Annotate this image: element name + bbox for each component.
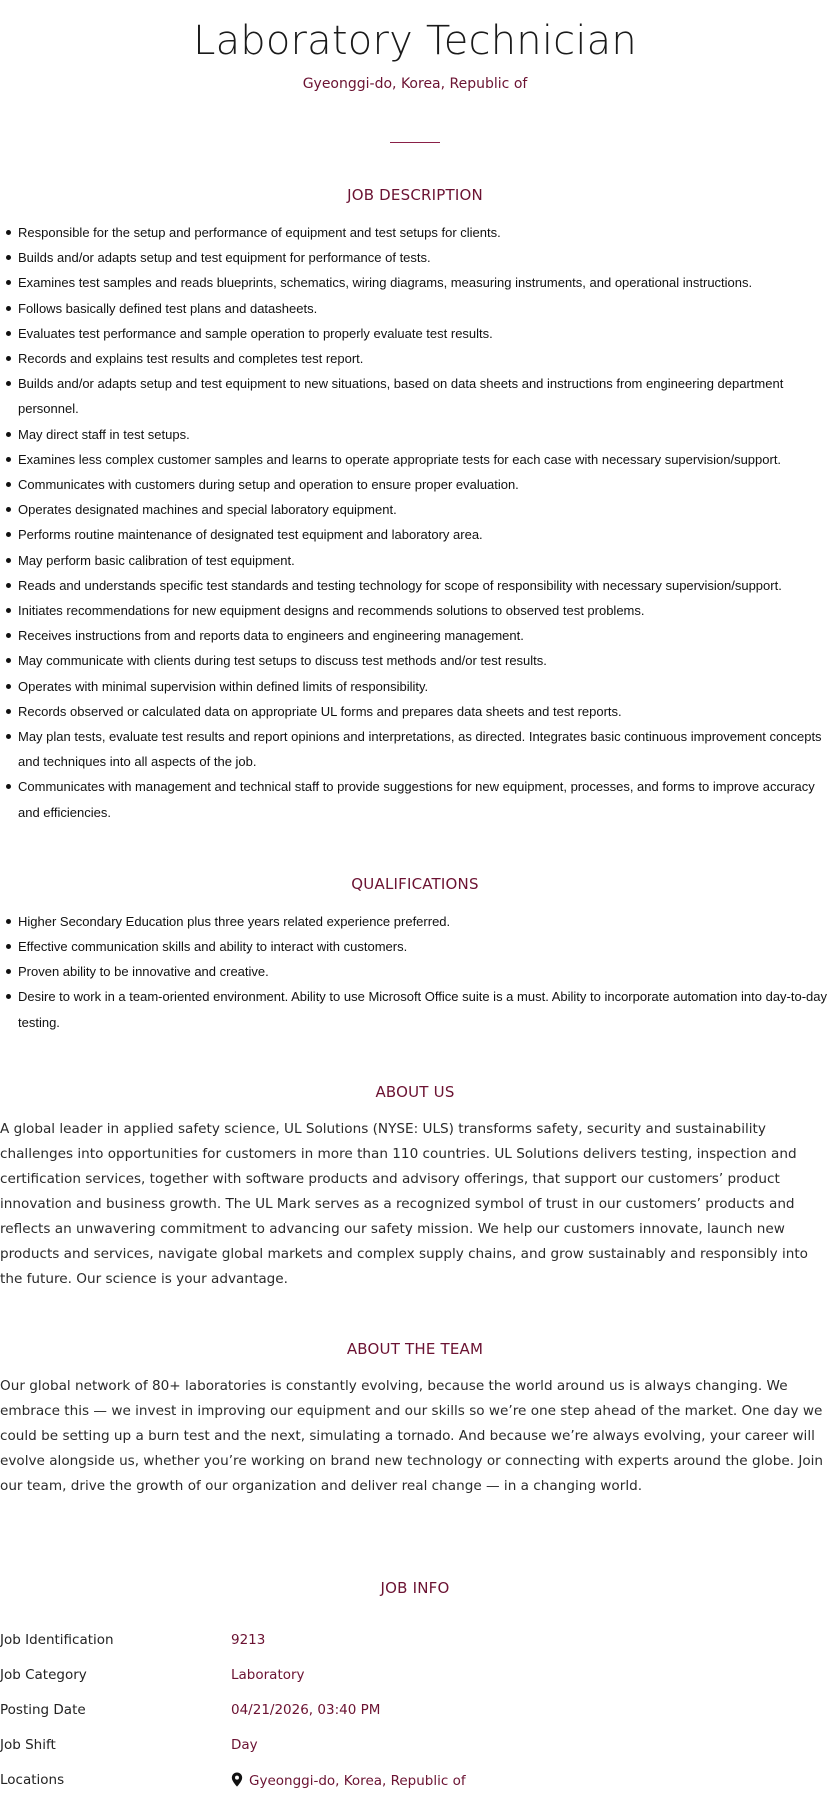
posting-date-value: 04/21/2026, 03:40 PM xyxy=(231,1702,381,1719)
job-id-label: Job Identification xyxy=(0,1632,114,1649)
table-row xyxy=(0,1623,830,1658)
list-item: Proven ability to be innovative and creative. xyxy=(0,959,830,984)
list-item: Performs routine maintenance of designated test equipment and laboratory area. xyxy=(0,522,830,547)
locations-value[interactable] xyxy=(231,1763,830,1798)
job-info-heading: JOB INFO xyxy=(380,1578,450,1597)
list-item: Initiates recommendations for new equipment designs and recommends solutions to observed test problems. xyxy=(0,598,830,623)
list-item: Receives instructions from and reports data to engineers and engineering management. xyxy=(0,623,830,648)
location-pin-icon xyxy=(231,1772,243,1787)
list-item: Desire to work in a team-oriented environment. Ability to use Microsoft Office suite is a must. Ability to incorporate automation into day-to-day testing. xyxy=(0,984,830,1034)
list-item: Follows basically defined test plans and datasheets. xyxy=(0,296,830,321)
list-item: Operates with minimal supervision within defined limits of responsibility. xyxy=(0,674,830,699)
list-item: May perform basic calibration of test equipment. xyxy=(0,548,830,573)
about-us-heading: ABOUT US xyxy=(375,1082,455,1101)
list-item: Reads and understands specific test standards and testing technology for scope of responsibility with necessary supervision/support. xyxy=(0,573,830,598)
list-item: Higher Secondary Education plus three years related experience preferred. xyxy=(0,909,830,934)
list-item: Records observed or calculated data on appropriate UL forms and prepares data sheets and test reports. xyxy=(0,699,830,724)
list-item: Communicates with customers during setup and operation to ensure proper evaluation. xyxy=(0,472,830,497)
job-info-table xyxy=(0,1623,830,1798)
job-shift-label: Job Shift xyxy=(0,1737,56,1754)
about-us-text: A global leader in applied safety science, UL Solutions (NYSE: ULS) transforms safety, security and sustainability challenges into opportunities for customers in more than 110 countries. UL Solutions delivers testing, inspection and certification services, together with software products and advisory offerings, that support our customers’ product innovation and business growth. The UL Mark serves as a recognized symbol of trust in our customers’ products and reflects an unwavering commitment to advancing our safety mission. We help our customers innovate, launch new products and services, navigate global markets and complex supply chains, and grow sustainably and responsibly into the future. Our science is your advantage. xyxy=(0,1120,808,1287)
table-row xyxy=(0,1763,830,1798)
job-category-value: Laboratory xyxy=(231,1667,305,1684)
posting-date-label: Posting Date xyxy=(0,1702,86,1719)
about-team-heading: ABOUT THE TEAM xyxy=(346,1339,484,1358)
job-category-label: Job Category xyxy=(0,1667,87,1684)
list-item: Records and explains test results and completes test report. xyxy=(0,346,830,371)
list-item: Examines test samples and reads blueprints, schematics, wiring diagrams, measuring instruments, and operational instructions. xyxy=(0,270,830,295)
job-location: Gyeonggi-do, Korea, Republic of xyxy=(302,76,528,92)
list-item: Communicates with management and technical staff to provide suggestions for new equipment, processes, and forms to improve accuracy and efficiencies. xyxy=(0,774,830,824)
table-row xyxy=(0,1693,830,1728)
qualifications-heading: QUALIFICATIONS xyxy=(351,874,479,893)
qualifications-list xyxy=(0,909,830,1035)
job-description-heading: JOB DESCRIPTION xyxy=(347,186,483,204)
title-divider xyxy=(390,142,440,143)
job-id-value: 9213 xyxy=(231,1632,266,1649)
list-item: May direct staff in test setups. xyxy=(0,422,830,447)
list-item: Builds and/or adapts setup and test equipment for performance of tests. xyxy=(0,245,830,270)
job-shift-value: Day xyxy=(231,1737,258,1754)
locations-label: Locations xyxy=(0,1772,65,1789)
list-item: May communicate with clients during test setups to discuss test methods and/or test results. xyxy=(0,648,830,673)
list-item: Examines less complex customer samples and learns to operate appropriate tests for each case with necessary supervision/support. xyxy=(0,447,830,472)
list-item: Effective communication skills and ability to interact with customers. xyxy=(0,934,830,959)
about-team-text: Our global network of 80+ laboratories is constantly evolving, because the world around us is always changing. We embrace this — we invest in improving our equipment and our skills so we’re one step ahead of the market. One day we could be setting up a burn test and the next, simulating a tornado. And because we’re always evolving, your career will evolve alongside us, whether you’re working on brand new technology or connecting with experts around the globe. Join our team, drive the growth of our organization and deliver real change — in a changing world. xyxy=(0,1377,824,1494)
list-item: Operates designated machines and special laboratory equipment. xyxy=(0,497,830,522)
table-row xyxy=(0,1728,830,1763)
list-item: Evaluates test performance and sample operation to properly evaluate test results. xyxy=(0,321,830,346)
table-row xyxy=(0,1658,830,1693)
job-title: Laboratory Technician xyxy=(193,18,637,64)
list-item: Responsible for the setup and performance of equipment and test setups for clients. xyxy=(0,220,830,245)
job-description-list xyxy=(0,220,830,825)
list-item: May plan tests, evaluate test results and report opinions and interpretations, as directed. Integrates basic continuous improvement concepts and techniques into all aspects of the job. xyxy=(0,724,830,774)
list-item: Builds and/or adapts setup and test equipment to new situations, based on data sheets and instructions from engineering department personnel. xyxy=(0,371,830,421)
location-link[interactable]: Gyeonggi-do, Korea, Republic of xyxy=(249,1772,466,1789)
